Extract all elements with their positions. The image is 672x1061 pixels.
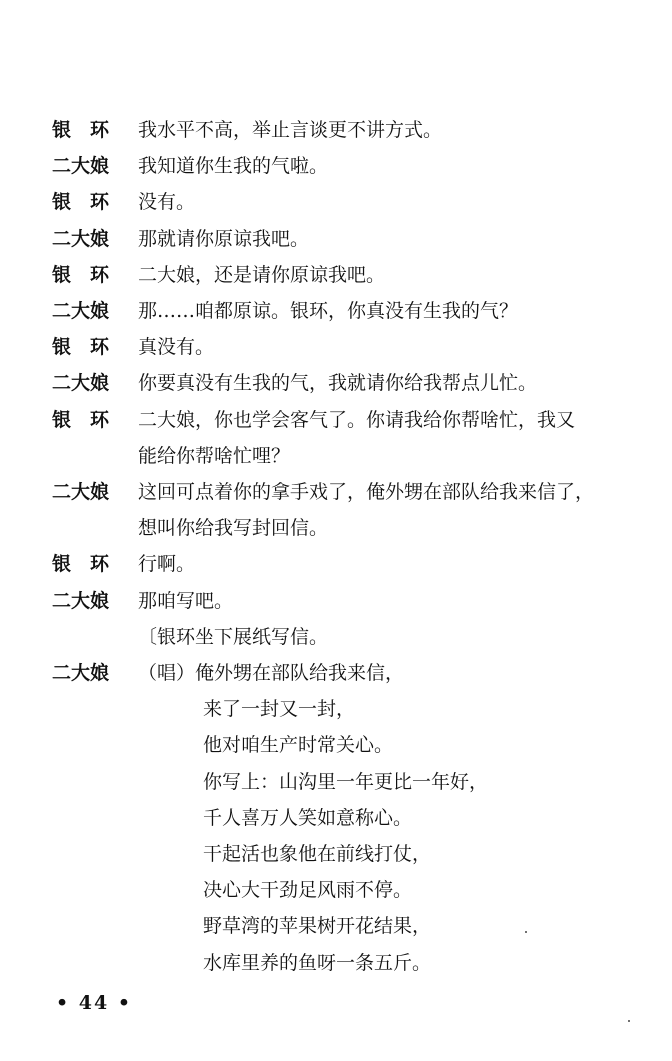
dialogue-line	[0, 837, 672, 871]
dialogue-line	[0, 113, 672, 147]
dialogue-line	[0, 330, 672, 364]
print-speck	[628, 1020, 630, 1022]
song-lyric: 水库里养的鱼呀一条五斤。	[203, 951, 432, 974]
dialogue-line	[0, 439, 672, 473]
dialogue-text: 那咱写吧。	[138, 589, 234, 612]
dialogue-line	[0, 149, 672, 183]
song-lyric: 千人喜万人笑如意称心。	[203, 806, 413, 829]
dialogue-line	[0, 620, 672, 654]
dialogue-text: 你要真没有生我的气，我就请你给我帮点儿忙。	[138, 372, 538, 395]
speaker-name: 二大娘	[52, 481, 110, 503]
speaker-name: 二大娘	[52, 227, 110, 250]
dialogue-line	[0, 185, 672, 219]
dialogue-line	[0, 547, 672, 581]
dialogue-line	[0, 258, 672, 292]
song-lyric: 干起活也象他在前线打仗，	[203, 843, 432, 865]
dialogue-line	[0, 728, 672, 762]
dialogue-text: 〔银环坐下展纸写信。	[138, 625, 329, 648]
speaker-name: 银 环	[52, 263, 110, 286]
dialogue-text: 能给你帮啥忙哩？	[138, 444, 291, 467]
speaker-name: 银 环	[52, 553, 110, 576]
dialogue-line	[0, 222, 672, 256]
print-speck	[525, 931, 527, 933]
speaker-name: 银 环	[52, 408, 110, 431]
dialogue-line	[0, 475, 672, 509]
dialogue-text: （唱）俺外甥在部队给我来信，	[138, 662, 405, 684]
dialogue-text: 我知道你生我的气啦。	[138, 155, 329, 178]
page-number: • 44 •	[56, 992, 132, 1014]
dialogue-line	[0, 584, 672, 618]
song-lyric: 来了一封又一封，	[203, 698, 356, 721]
dialogue-line	[0, 366, 672, 400]
speaker-name: 银 环	[52, 336, 110, 359]
dialogue-text: 想叫你给我写封回信。	[138, 517, 329, 540]
dialogue-line	[0, 873, 672, 907]
dialogue-text: 行啊。	[138, 553, 196, 576]
speaker-name: 二大娘	[52, 155, 110, 178]
dialogue-text: 那……咱都原谅。银环，你真没有生我的气？	[138, 300, 519, 322]
speaker-name: 二大娘	[52, 662, 110, 684]
dialogue-text: 没有。	[138, 191, 196, 214]
dialogue-line	[0, 403, 672, 437]
dialogue-line	[0, 765, 672, 799]
speaker-name: 二大娘	[52, 372, 110, 395]
song-lyric: 野草湾的苹果树开花结果，	[203, 915, 432, 938]
dialogue-line	[0, 909, 672, 943]
dialogue-line	[0, 656, 672, 690]
dialogue-text: 那就请你原谅我吧。	[138, 227, 310, 250]
song-lyric: 你写上：山沟里一年更比一年好，	[203, 770, 489, 793]
speaker-name: 银 环	[52, 119, 110, 141]
dialogue-text: 真没有。	[138, 336, 215, 359]
dialogue-line	[0, 946, 672, 980]
dialogue-line	[0, 801, 672, 835]
dialogue-text: 这回可点着你的拿手戏了，俺外甥在部队给我来信了，	[138, 481, 595, 503]
song-lyric: 决心大干劲足风雨不停。	[203, 879, 413, 902]
dialogue-line	[0, 692, 672, 726]
speaker-name: 二大娘	[52, 300, 110, 322]
dialogue-line	[0, 511, 672, 545]
speaker-name: 银 环	[52, 191, 110, 214]
dialogue-text: 我水平不高，举止言谈更不讲方式。	[138, 119, 443, 141]
speaker-name: 二大娘	[52, 589, 110, 612]
dialogue-line	[0, 294, 672, 328]
dialogue-text: 二大娘，还是请你原谅我吧。	[138, 263, 386, 286]
dialogue-text: 二大娘，你也学会客气了。你请我给你帮啥忙，我又	[138, 408, 576, 431]
song-lyric: 他对咱生产时常关心。	[203, 734, 394, 757]
